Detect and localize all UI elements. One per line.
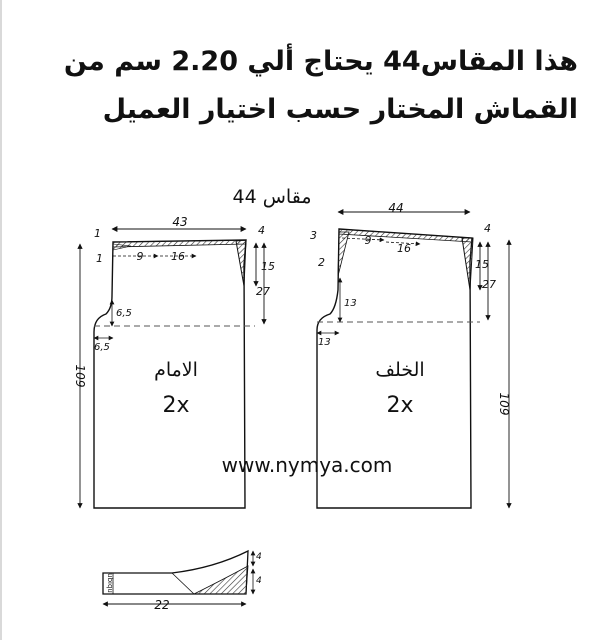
back-dart: [462, 238, 473, 290]
waistband-piece: [103, 551, 262, 612]
back-waist-value: 44: [388, 201, 404, 215]
waistband-inner-line: [172, 573, 194, 594]
front-hip-depth-value: 27: [256, 285, 270, 298]
back-length-value: 109: [497, 392, 511, 416]
front-dart-width-value: 16: [171, 250, 185, 263]
back-dart-width-value: 16: [397, 242, 411, 255]
back-rise-side-value: 2: [318, 256, 325, 269]
waistband-tip-top-value: 4: [256, 552, 262, 562]
front-crotch-height-value: 6,5: [116, 308, 132, 319]
back-rise-top-value: 3: [310, 229, 317, 242]
front-label: الامام: [154, 359, 198, 381]
waistband-length-value: 22: [154, 598, 170, 612]
watermark: www.nymya.com: [221, 453, 393, 477]
back-hip-depth-value: 27: [482, 278, 496, 291]
back-count: 2x: [386, 393, 414, 418]
waistband-hatch: [194, 566, 248, 594]
back-dart-gap-dim: [342, 238, 384, 240]
back-crotch-ext-value: 13: [318, 337, 331, 348]
heading-line-2: القماش المختار حسب اختيار العميل: [102, 94, 578, 125]
back-dart-length-value: 15: [475, 258, 489, 271]
front-side-top-value: 4: [258, 224, 265, 237]
back-crotch-height-value: 13: [344, 298, 357, 309]
front-waist-value: 43: [172, 215, 188, 229]
waistband-side-label: ubiqu: [106, 573, 114, 593]
waistband-tip-bottom-value: 4: [256, 576, 262, 586]
heading-line-1: هذا المقاس44 يحتاج ألي 2.20 سم من: [63, 46, 578, 77]
back-waist-wedge: [339, 229, 472, 242]
back-label: الخلف: [375, 359, 425, 381]
back-dart-gap-value: 9: [364, 234, 372, 247]
front-dart-gap-value: 9: [136, 250, 144, 263]
front-rise-side-value: 1: [96, 252, 103, 265]
size-label: مقاس 44: [232, 186, 312, 208]
back-side-top-value: 4: [484, 222, 491, 235]
front-count: 2x: [162, 393, 190, 418]
front-crotch-ext-value: 6,5: [94, 342, 110, 353]
front-dart-length-value: 15: [261, 260, 275, 273]
front-length-value: 109: [73, 364, 87, 388]
front-dart: [236, 240, 246, 286]
front-rise-top-value: 1: [94, 227, 101, 240]
